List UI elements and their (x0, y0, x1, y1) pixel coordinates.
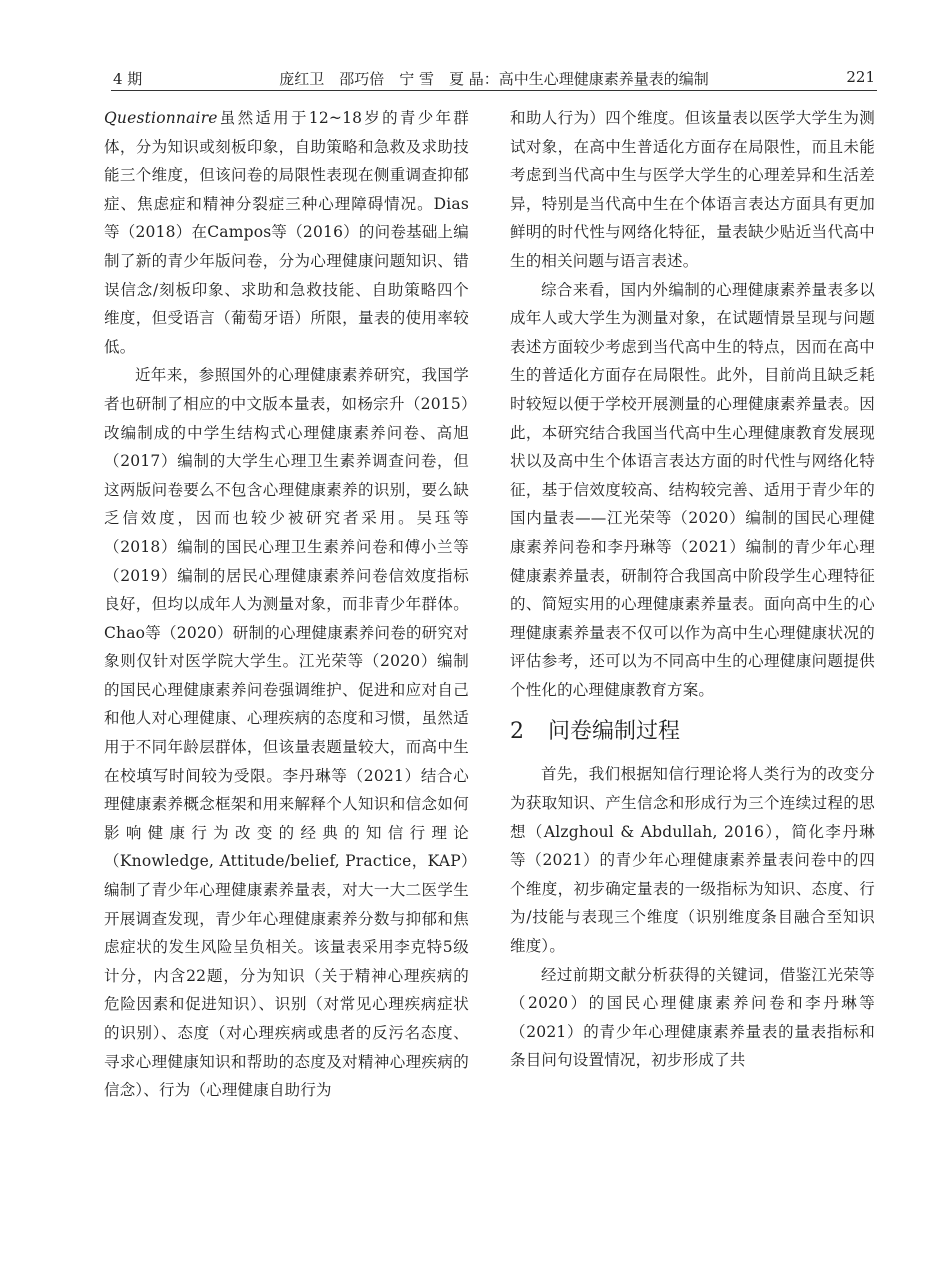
running-title: 庞红卫 邵巧倍 宁 雪 夏 晶：高中生心理健康素养量表的编制 (279, 70, 709, 88)
paragraph: 首先，我们根据知信行理论将人类行为的改变分为获取知识、产生信念和形成行为三个连续过程的思想（Alzghoul & Abdullah, 2016），简化李丹琳等（2021）的青少年心理健康素养量表问卷中的四个维度，初步确定量表的一级指标为知识、态度、行为/技能与表现三个维度（识别维度条目融合至知识维度）。 (510, 765, 875, 956)
issue-number: 4 期 (113, 70, 143, 88)
paragraph (104, 104, 469, 361)
paragraph: 经过前期文献分析获得的关键词，借鉴江光荣等（2020）的国民心理健康素养问卷和李丹琳等（2021）的青少年心理健康素养量表的量表指标和条目问句设置情况，初步形成了共 (510, 965, 875, 1070)
italic-term: Questionnaire (104, 109, 218, 127)
paragraph: 和助人行为）四个维度。但该量表以医学大学生为测试对象，在高中生普适化方面存在局限性，而且未能考虑到当代高中生与医学大学生的心理差异和生活差异，特别是当代高中生在个体语言表达方面具有更加鲜明的时代性与网络化特征，量表缺少贴近当代高中生的相关问题与语言表述。 (510, 109, 875, 270)
paragraph: 近年来，参照国外的心理健康素养研究，我国学者也研制了相应的中文版本量表，如杨宗升（2015）改编制成的中学生结构式心理健康素养问卷、高旭（2017）编制的大学生心理卫生素养调查问卷，但这两版问卷要么不包含心理健康素养的识别，要么缺乏信效度，因而也较少被研究者采用。吴珏等（2018）编制的国民心理卫生素养问卷和傅小兰等（2019）编制的居民心理健康素养问卷信效度指标良好，但均以成年人为测量对象，而非青少年群体。Chao等（2020）研制的心理健康素养问卷的研究对象则仅针对医学院大学生。江光荣等（2020）编制的国民心理健康素养问卷强调维护、促进和应对自己和他人对心理健康、心理疾病的态度和习惯，虽然适用于不同年龄层群体，但该量表题量较大，而高中生在校填写时间较为受限。李丹琳等（2021）结合心理健康素养概念框架和用来解释个人知识和信念如何影响健康行为改变的经典的知信行理论（Knowledge, Attitude/belief, Practice，KAP）编制了青少年心理健康素养量表，对大一大二医学生开展调查发现，青少年心理健康素养分数与抑郁和焦虑症状的发生风险呈负相关。该量表采用李克特5级计分，内含22题，分为知识（关于精神心理疾病的危险因素和促进知识）、识别（对常见心理疾病症状的识别）、态度（对心理疾病或患者的反污名态度、寻求心理健康知识和帮助的态度及对精神心理疾病的信念）、行为（心理健康自助行为 (104, 366, 469, 1100)
paragraph-text: 虽然适用于12~18岁的青少年群体，分为知识或刻板印象，自助策略和急救及求助技能三个维度，但该问卷的局限性表现在侧重调查抑郁症、焦虑症和精神分裂症三种心理障碍情况。Dias等（2018）在Campos等（2016）的问卷基础上编制了新的青少年版问卷，分为心理健康问题知识、错误信念/刻板印象、求助和急救技能、自助策略四个维度，但受语言（葡萄牙语）所限，量表的使用率较低。 (104, 109, 469, 356)
section-title: 问卷编制过程 (548, 719, 681, 745)
section-heading (510, 712, 875, 752)
paragraph: 综合来看，国内外编制的心理健康素养量表多以成年人或大学生为测量对象，在试题情景呈现与问题表述方面较少考虑到当代高中生的特点，因而在高中生的普适化方面存在局限性。此外，目前尚且缺乏耗时较短以便于学校开展测量的心理健康素养量表。因此，本研究结合我国当代高中生心理健康教育发展现状以及高中生个体语言表达方面的时代性与网络化特征，基于信效度较高、结构较完善、适用于青少年的国内量表——江光荣等（2020）编制的国民心理健康素养问卷和李丹琳等（2021）编制的青少年心理健康素养量表，研制符合我国高中阶段学生心理特征的、简短实用的心理健康素养量表。面向高中生的心理健康素养量表不仅可以作为高中生心理健康状况的评估参考，还可以为不同高中生的心理健康问题提供个性化的心理健康教育方案。 (510, 280, 875, 699)
right-column (510, 104, 875, 1075)
running-header (111, 68, 877, 91)
section-number: 2 (510, 719, 524, 745)
page-number: 221 (846, 68, 875, 86)
left-column (104, 104, 469, 1105)
